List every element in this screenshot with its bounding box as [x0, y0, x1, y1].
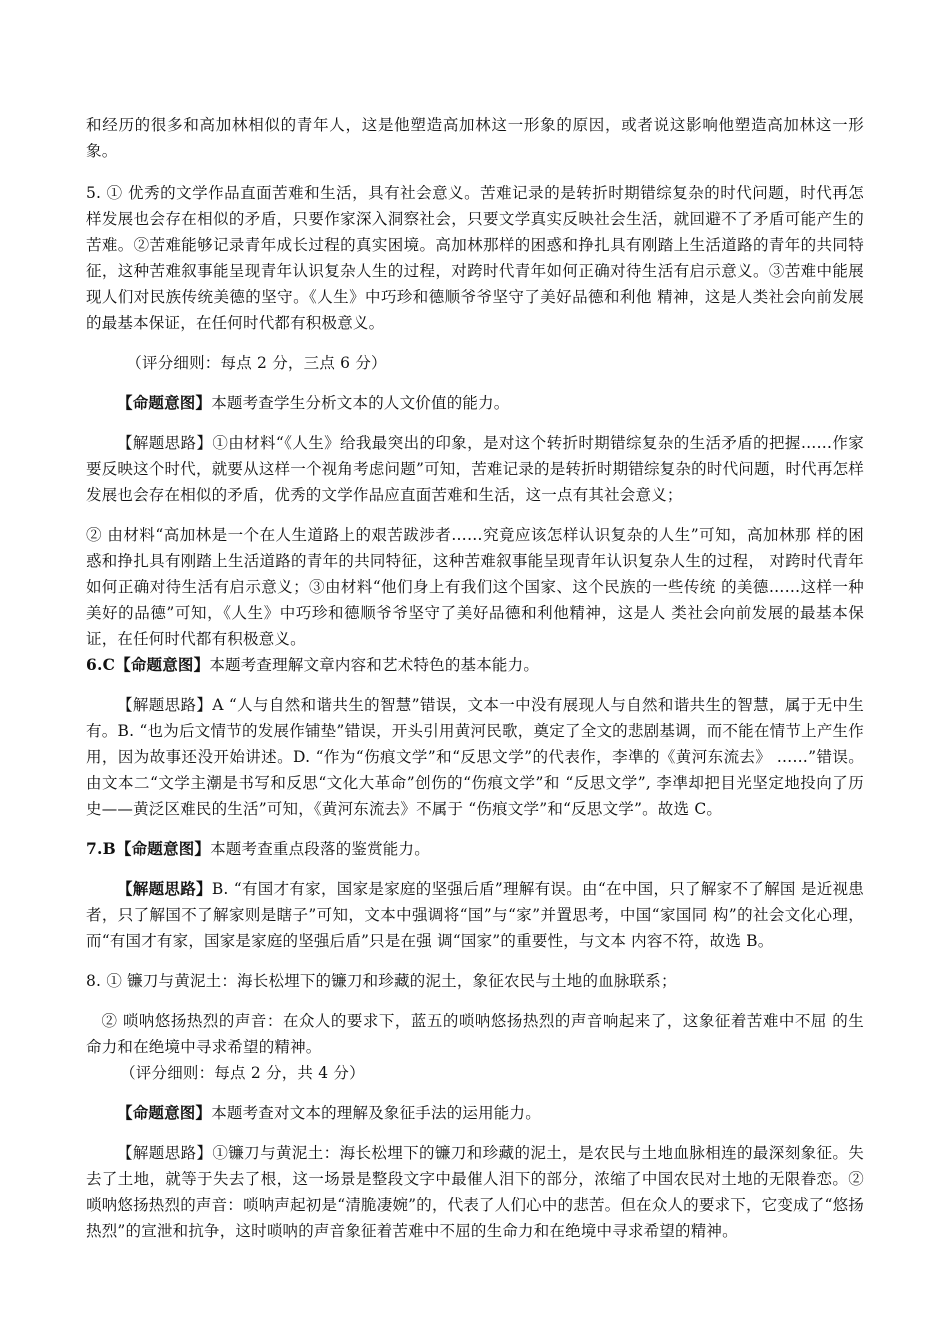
q8-point1: 8. ① 镰刀与黄泥土：海长松埋下的镰刀和珍藏的泥土，象征农民与土地的血脉联系；: [86, 972, 677, 990]
q8-approach-text: ①镰刀与黄泥土：海长松埋下的镰刀和珍藏的泥土，是农民与土地血脉相连的最深刻象征。失去了土地，就等于失去了根，这一场景是整段文字中最催人泪下的部分，浓缩了中国农民对土地的无限眷恋。②唢呐悠扬热烈的声音：唢呐声起初是“清脆凄婉”的，代表了人们心中的悲苦。但在众人的要求下，它变成了“悠扬热烈”的宣泄和抗争，这时唢呐的声音象征着苦难中不屈的生命力和在绝境中寻求希望的精神。: [86, 1144, 865, 1240]
q7-approach-text: B. “有国才有家，国家是家庭的坚强后盾”理解有误。由“在中国，只了解家不了解国 是近视患者，只了解国不了解家则是瞎子”可知，文本中强调将“国”与“家”并置思考，中国“家国同 构”的社会文化心理，而“有国才有家，国家是家庭的坚强后盾”只是在强 调“国家”的重要性，与文本 内容不符，故选 B。: [86, 880, 864, 950]
q8-intent-text: 本题考查对文本的理解及象征手法的运用能力。: [211, 1104, 541, 1122]
q7-heading: [86, 836, 864, 862]
q8-scoring: （评分细则：每点 2 分，共 4 分）: [120, 1064, 365, 1082]
q5-answer: 5. ① 优秀的文学作品直面苦难和生活，具有社会意义。苦难记录的是转折时期错综复杂的时代问题，时代再怎样发展也会存在相似的矛盾，只要作家深入洞察社会，只要文学真实反映社会生活，就回避不了矛盾可能产生的苦难。②苦难能够记录青年成长过程的真实困境。高加林那样的困惑和挣扎具有刚踏上生活道路的青年的共同特征，这种苦难叙事能呈现青年认识复杂人生的过程，对跨时代青年如何正确对待生活有启示意义。③苦难中能展现人们对民族传统美德的坚守。《人生》中巧珍和德顺爷爷坚守了美好品德和利他 精神，这是人类社会向前发展的最基本保证，在任何时代都有积极意义。: [86, 184, 864, 332]
q5-approach: [86, 430, 864, 508]
q8-intent-label: 【命题意图】: [117, 1103, 212, 1122]
q8-point2: ② 唢呐悠扬热烈的声音：在众人的要求下，蓝五的唢呐悠扬热烈的声音响起来了，这象征着苦难中不屈 的生命力和在绝境中寻求希望的精神。: [86, 1012, 864, 1056]
q5-scoring: （评分细则：每点 2 分，三点 6 分）: [126, 354, 387, 372]
q6-approach-label: 【解题思路】: [117, 696, 213, 714]
q7-intent-label: 【命题意图】: [115, 839, 211, 858]
q6-intent-label: 【命题意图】: [115, 655, 210, 674]
q8-approach-label: 【解题思路】: [117, 1144, 213, 1162]
q7-intent-text: 本题考查重点段落的鉴赏能力。: [210, 840, 430, 858]
q5-approach-label: 【解题思路】: [117, 434, 213, 452]
q6-intent-text: 本题考查理解文章内容和艺术特色的基本能力。: [209, 656, 540, 674]
q5-intent: [86, 390, 864, 416]
q8-approach: [86, 1140, 864, 1244]
q5-intent-text: 本题考查学生分析文本的人文价值的能力。: [211, 394, 510, 412]
q8-intent: [86, 1100, 864, 1126]
q5-approach-part2: ② 由材料“高加林是一个在人生道路上的艰苦跋涉者……究竟应该怎样认识复杂的人生”可知，高加林那 样的困惑和挣扎具有刚踏上生活道路的青年的共同特征，这种苦难叙事能呈现青年认识复杂人生的过程， 对跨时代青年如何正确对待生活有启示意义；③由材料“他们身上有我们这个国家、这个民族的一些传统 的美德……这样一种美好的品德”可知，《人生》中巧珍和德顺爷爷坚守了美好品德和利他精神，这是人 类社会向前发展的最基本保证，在任何时代都有积极意义。: [86, 526, 864, 648]
q7-approach-label: 【解题思路】: [117, 879, 212, 898]
q6-number: 6.C: [86, 655, 116, 674]
q5-intent-label: 【命题意图】: [117, 393, 212, 412]
q5-approach-text: ①由材料“《人生》给我最突出的印象，是对这个转折时期错综复杂的生活矛盾的把握……作家要反映这个时代，就要从这样一个视角考虑问题”可知，苦难记录的是转折时期错综复杂的时代问题，时代再怎样发展也会存在相似的矛盾，优秀的文学作品应直面苦难和生活，这一点有其社会意义；: [86, 434, 865, 504]
continuation-paragraph: 和经历的很多和高加林相似的青年人，这是他塑造高加林这一形象的原因，或者说这影响他塑造高加林这一形象。: [86, 116, 864, 160]
q7-approach: [86, 876, 864, 954]
q6-approach-text: A “人与自然和谐共生的智慧”错误，文本一中没有展现人与自然和谐共生的智慧，属于无中生有。B. “也为后文情节的发展作铺垫”错误，开头引用黄河民歌，奠定了全文的悲剧基调，而不能在情节上产生作用，因为故事还没开始讲述。D. “作为“伤痕文学”和“反思文学”的代表作，李凖的《黄河东流去》 ……”错误。由文本二“文学主潮是书写和反思“文化大革命”创伤的“伤痕文学”和 “反思文学”, 李凖却把目光坚定地投向了历史——黄泛区难民的生活”可知，《黄河东流去》不属于 “伤痕文学”和“反思文学”。故选 C。: [86, 696, 864, 818]
q7-number: 7.B: [86, 839, 116, 858]
q6-heading: [86, 652, 864, 678]
q6-approach: [86, 692, 864, 822]
